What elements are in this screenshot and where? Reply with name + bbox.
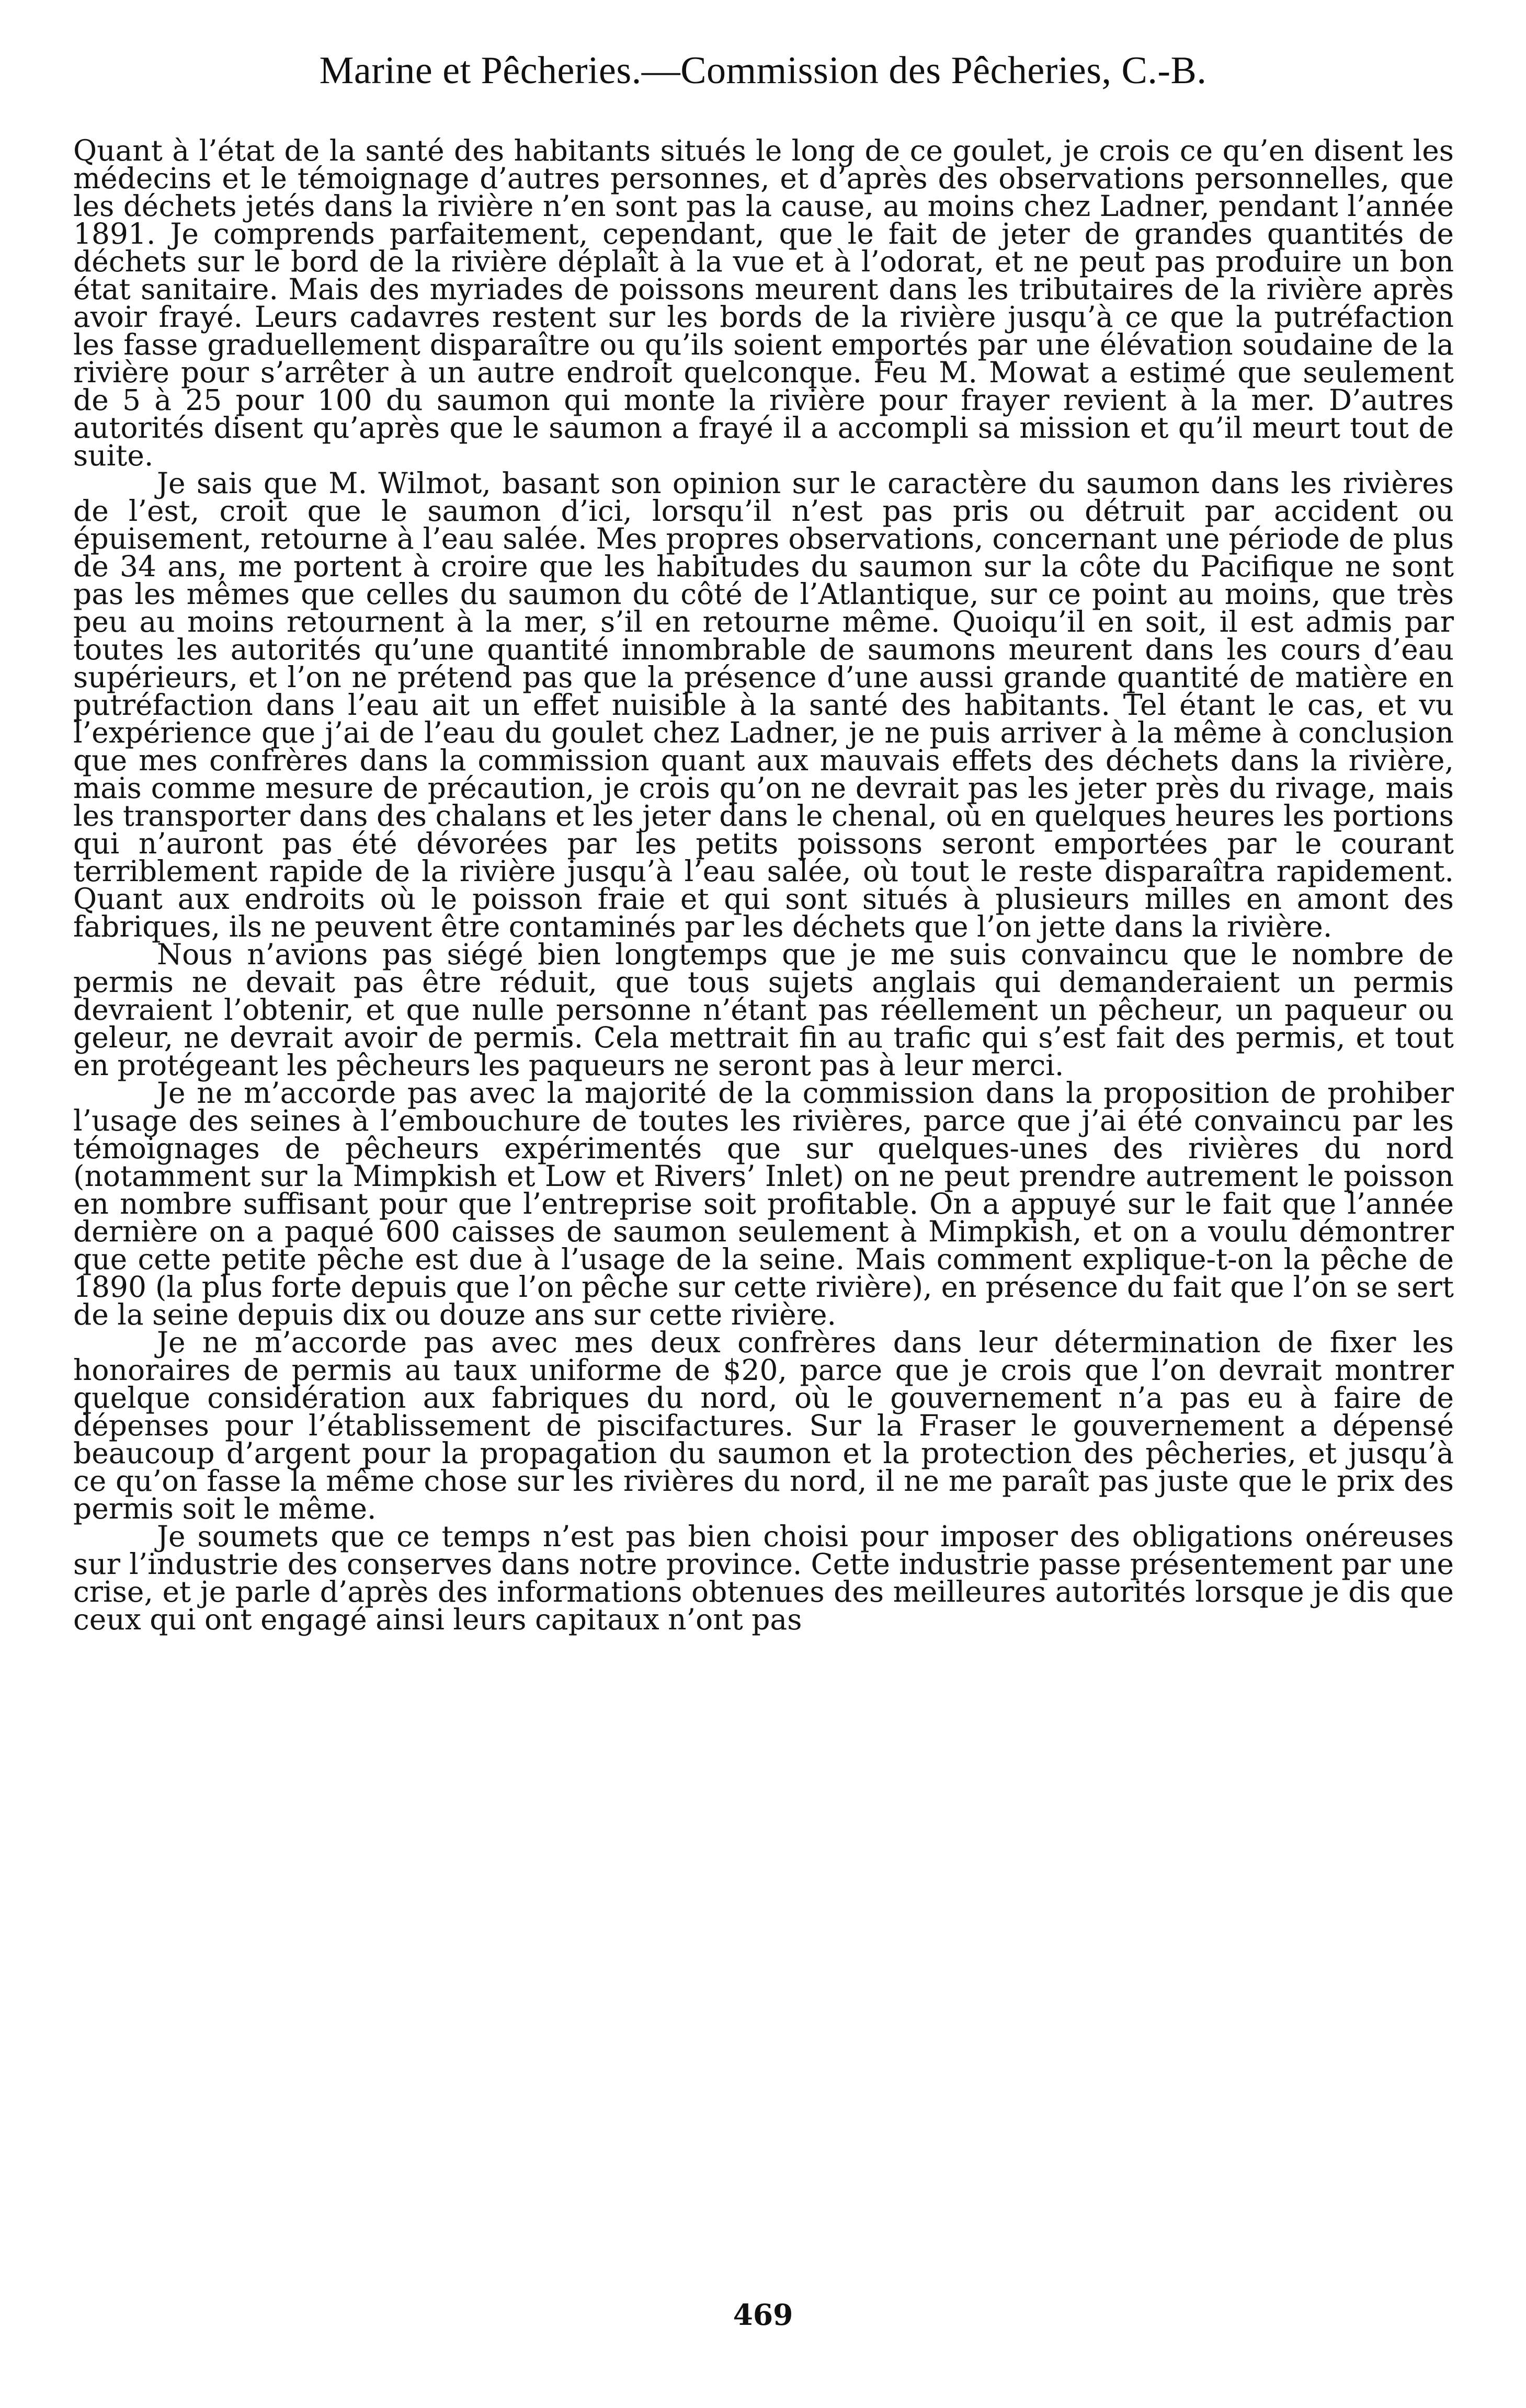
- paragraph: Nous n’avions pas siégé bien longtemps que je me suis convaincu que le nombre de permis ne devait pas être réduit, que tous sujets anglais qui demanderaient un permis devraient l’obtenir, et que nulle personne n’étant pas réellement un pêcheur, un paqueur ou geleur, ne devrait avoir de permis. Cela mettrait fin au trafic qui s’est fait des permis, et tout en protégeant les pêcheurs les paqueurs ne seront pas à leur merci.: [73, 938, 1454, 1082]
- paragraph: Quant à l’état de la santé des habitants situés le long de ce goulet, je crois ce qu’en disent les médecins et le témoignage d’autres personnes, et d’après des observations personnelles, que les déchets jetés dans la rivière n’en sont pas la cause, au moins chez Ladner, pendant l’année 1891. Je comprends parfaitement, cependant, que le fait de jeter de grandes quantités de déchets sur le bord de la rivière déplaît à la vue et à l’odorat, et ne peut pas produire un bon état sanitaire. Mais des myriades de poissons meurent dans les tributaires de la rivière après avoir frayé. Leurs cadavres restent sur les bords de la rivière jusqu’à ce que la putréfaction les fasse graduellement disparaître ou qu’ils soient emportés par une élévation soudaine de la rivière pour s’arrêter à un autre endroit quelconque. Feu M. Mowat a estimé que seulement de 5 à 25 pour 100 du saumon qui monte la rivière pour frayer revient à la mer. D’autres autorités disent qu’après que le saumon a frayé il a accompli sa mission et qu’il meurt tout de suite.: [73, 134, 1454, 472]
- paragraph: Je sais que M. Wilmot, basant son opinion sur le caractère du saumon dans les rivières de l’est, croit que le saumon d’ici, lorsqu’il n’est pas pris ou détruit par accident ou épuisement, retourne à l’eau salée. Mes propres observations, concernant une période de plus de 34 ans, me portent à croire que les habitudes du saumon sur la côte du Pacifique ne sont pas les mêmes que celles du saumon du côté de l’Atlantique, sur ce point au moins, que très peu au moins retournent à la mer, s’il en retourne même. Quoiqu’il en soit, il est admis par toutes les autorités qu’une quantité innombrable de saumons meurent dans les cours d’eau supérieurs, et l’on ne prétend pas que la présence d’une aussi grande quantité de matière en putréfaction dans l’eau ait un effet nuisible à la santé des habitants. Tel étant le cas, et vu l’expérience que j’ai de l’eau du goulet chez Ladner, je ne puis arriver à la même à conclusion que mes confrères dans la commission quant aux mauvais effets des déchets dans la rivière, mais comme mesure de précaution, je crois qu’on ne devrait pas les jeter près du rivage, mais les transporter dans des chalans et les jeter dans le chenal, où en quelques heures les portions qui n’auront pas été dévorées par les petits poissons seront emportées par le courant terriblement rapide de la rivière jusqu’à l’eau salée, où tout le reste disparaîtra rapidement. Quant aux endroits où le poisson fraie et qui sont situés à plusieurs milles en amont des fabriques, ils ne peuvent être contaminés par les déchets que l’on jette dans la rivière.: [73, 466, 1454, 943]
- paragraph: Je ne m’accorde pas avec mes deux confrères dans leur détermination de fixer les honoraires de permis au taux uniforme de $20, parce que je crois que l’on devrait montrer quelque considération aux fabriques du nord, où le gouvernement n’a pas eu à faire de dépenses pour l’établissement de piscifactures. Sur la Fraser le gouvernement a dépensé beaucoup d’argent pour la propagation du saumon et la protection des pêcheries, et jusqu’à ce qu’on fasse la même chose sur les rivières du nord, il ne me paraît pas juste que le prix des permis soit le même.: [73, 1326, 1454, 1525]
- paragraph: Je ne m’accorde pas avec la majorité de la commission dans la proposition de prohiber l’usage des seines à l’embouchure de toutes les rivières, parce que j’ai été convaincu par les témoignages de pêcheurs expérimentés que sur quelques-unes des rivières du nord (notamment sur la Mimpkish et Low et Rivers’ Inlet) on ne peut prendre autrement le poisson en nombre suffisant pour que l’entreprise soit profitable. On a appuyé sur le fait que l’année dernière on a paqué 600 caisses de saumon seulement à Mimpkish, et on a voulu démontrer que cette petite pêche est due à l’usage de la seine. Mais comment explique-t-on la pêche de 1890 (la plus forte depuis que l’on pêche sur cette rivière), en présence du fait que l’on se sert de la seine depuis dix ou douze ans sur cette rivière.: [73, 1076, 1454, 1331]
- body-text: [73, 134, 1454, 1636]
- paragraph: Je soumets que ce temps n’est pas bien choisi pour imposer des obligations onéreuses sur l’industrie des conserves dans notre province. Cette industrie passe présentement par une crise, et je parle d’après des informations obtenues des meilleures autorités lorsque je dis que ceux qui ont engagé ainsi leurs capitaux n’ont pas: [73, 1520, 1454, 1636]
- running-title: Marine et Pêcheries.—Commission des Pêcheries, C.-B.: [319, 49, 1207, 92]
- page-number: 469: [733, 2298, 793, 2332]
